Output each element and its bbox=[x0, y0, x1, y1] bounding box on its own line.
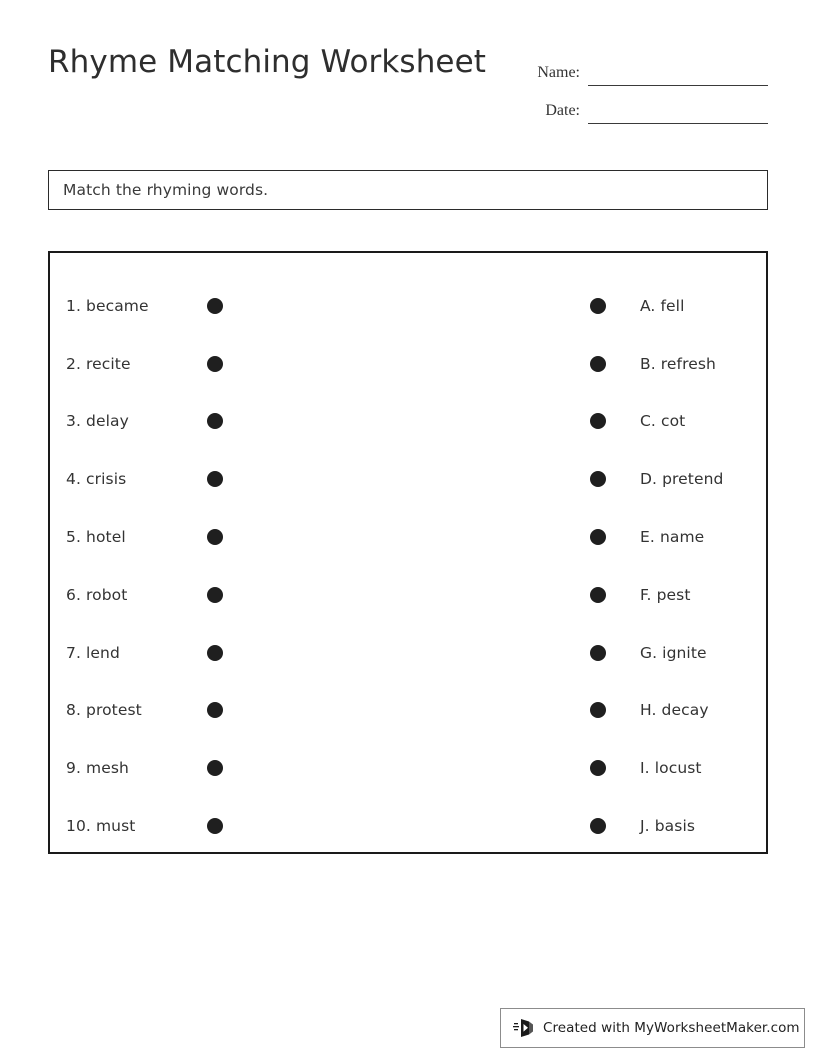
footer-attribution-badge[interactable] bbox=[500, 1008, 805, 1048]
matching-left-column bbox=[66, 277, 296, 855]
match-dot-left[interactable] bbox=[207, 702, 223, 718]
left-item-label: 9. mesh bbox=[66, 759, 129, 778]
name-date-block bbox=[516, 48, 768, 124]
match-dot-right[interactable] bbox=[590, 702, 606, 718]
match-dot-right[interactable] bbox=[590, 529, 606, 545]
left-item-label: 3. delay bbox=[66, 412, 129, 431]
list-item[interactable] bbox=[66, 682, 296, 740]
match-dot-left[interactable] bbox=[207, 298, 223, 314]
instruction-box bbox=[48, 170, 768, 210]
list-item[interactable] bbox=[590, 508, 770, 566]
match-dot-right[interactable] bbox=[590, 645, 606, 661]
match-dot-left[interactable] bbox=[207, 760, 223, 776]
footer-attribution-text: Created with MyWorksheetMaker.com bbox=[543, 1020, 800, 1036]
right-item-label: I. locust bbox=[640, 759, 702, 778]
list-item[interactable] bbox=[590, 277, 770, 335]
name-field-row bbox=[516, 48, 768, 86]
matching-columns bbox=[50, 253, 766, 852]
list-item[interactable] bbox=[590, 335, 770, 393]
list-item[interactable] bbox=[66, 739, 296, 797]
right-item-label: D. pretend bbox=[640, 470, 724, 489]
right-item-label: F. pest bbox=[640, 585, 691, 604]
list-item[interactable] bbox=[590, 566, 770, 624]
name-field-label: Name: bbox=[537, 64, 580, 81]
matching-right-column bbox=[590, 277, 770, 855]
list-item[interactable] bbox=[590, 682, 770, 740]
date-field-input-line[interactable] bbox=[588, 101, 768, 124]
list-item[interactable] bbox=[66, 335, 296, 393]
right-item-label: E. name bbox=[640, 528, 705, 547]
match-dot-left[interactable] bbox=[207, 471, 223, 487]
list-item[interactable] bbox=[66, 450, 296, 508]
left-item-label: 4. crisis bbox=[66, 470, 127, 489]
list-item[interactable] bbox=[66, 797, 296, 855]
list-item[interactable] bbox=[590, 450, 770, 508]
right-item-label: B. refresh bbox=[640, 354, 716, 373]
left-item-label: 2. recite bbox=[66, 354, 131, 373]
match-dot-left[interactable] bbox=[207, 818, 223, 834]
match-dot-right[interactable] bbox=[590, 818, 606, 834]
match-dot-left[interactable] bbox=[207, 529, 223, 545]
list-item[interactable] bbox=[66, 393, 296, 451]
left-item-label: 1. became bbox=[66, 296, 149, 315]
list-item[interactable] bbox=[590, 739, 770, 797]
left-item-label: 6. robot bbox=[66, 585, 128, 604]
list-item[interactable] bbox=[66, 508, 296, 566]
left-item-label: 8. protest bbox=[66, 701, 142, 720]
right-item-label: A. fell bbox=[640, 296, 685, 315]
matching-exercise-box bbox=[48, 251, 768, 854]
list-item[interactable] bbox=[590, 624, 770, 682]
match-dot-left[interactable] bbox=[207, 356, 223, 372]
right-item-label: G. ignite bbox=[640, 643, 707, 662]
name-field-input-line[interactable] bbox=[588, 63, 768, 86]
date-field-row bbox=[516, 86, 768, 124]
instruction-text: Match the rhyming words. bbox=[63, 181, 269, 199]
match-dot-right[interactable] bbox=[590, 587, 606, 603]
right-item-label: J. basis bbox=[640, 817, 696, 836]
date-field-label: Date: bbox=[545, 102, 580, 119]
match-dot-right[interactable] bbox=[590, 413, 606, 429]
left-item-label: 7. lend bbox=[66, 643, 120, 662]
match-dot-right[interactable] bbox=[590, 471, 606, 487]
list-item[interactable] bbox=[66, 277, 296, 335]
match-dot-right[interactable] bbox=[590, 760, 606, 776]
list-item[interactable] bbox=[66, 624, 296, 682]
right-item-label: H. decay bbox=[640, 701, 709, 720]
worksheet-header bbox=[48, 40, 768, 135]
match-dot-right[interactable] bbox=[590, 356, 606, 372]
match-dot-left[interactable] bbox=[207, 645, 223, 661]
match-dot-left[interactable] bbox=[207, 587, 223, 603]
left-item-label: 10. must bbox=[66, 817, 136, 836]
match-dot-left[interactable] bbox=[207, 413, 223, 429]
list-item[interactable] bbox=[66, 566, 296, 624]
list-item[interactable] bbox=[590, 393, 770, 451]
match-dot-right[interactable] bbox=[590, 298, 606, 314]
list-item[interactable] bbox=[590, 797, 770, 855]
right-item-label: C. cot bbox=[640, 412, 686, 431]
page-title: Rhyme Matching Worksheet bbox=[48, 44, 487, 80]
worksheet-maker-logo-icon bbox=[513, 1017, 535, 1039]
left-item-label: 5. hotel bbox=[66, 528, 126, 547]
